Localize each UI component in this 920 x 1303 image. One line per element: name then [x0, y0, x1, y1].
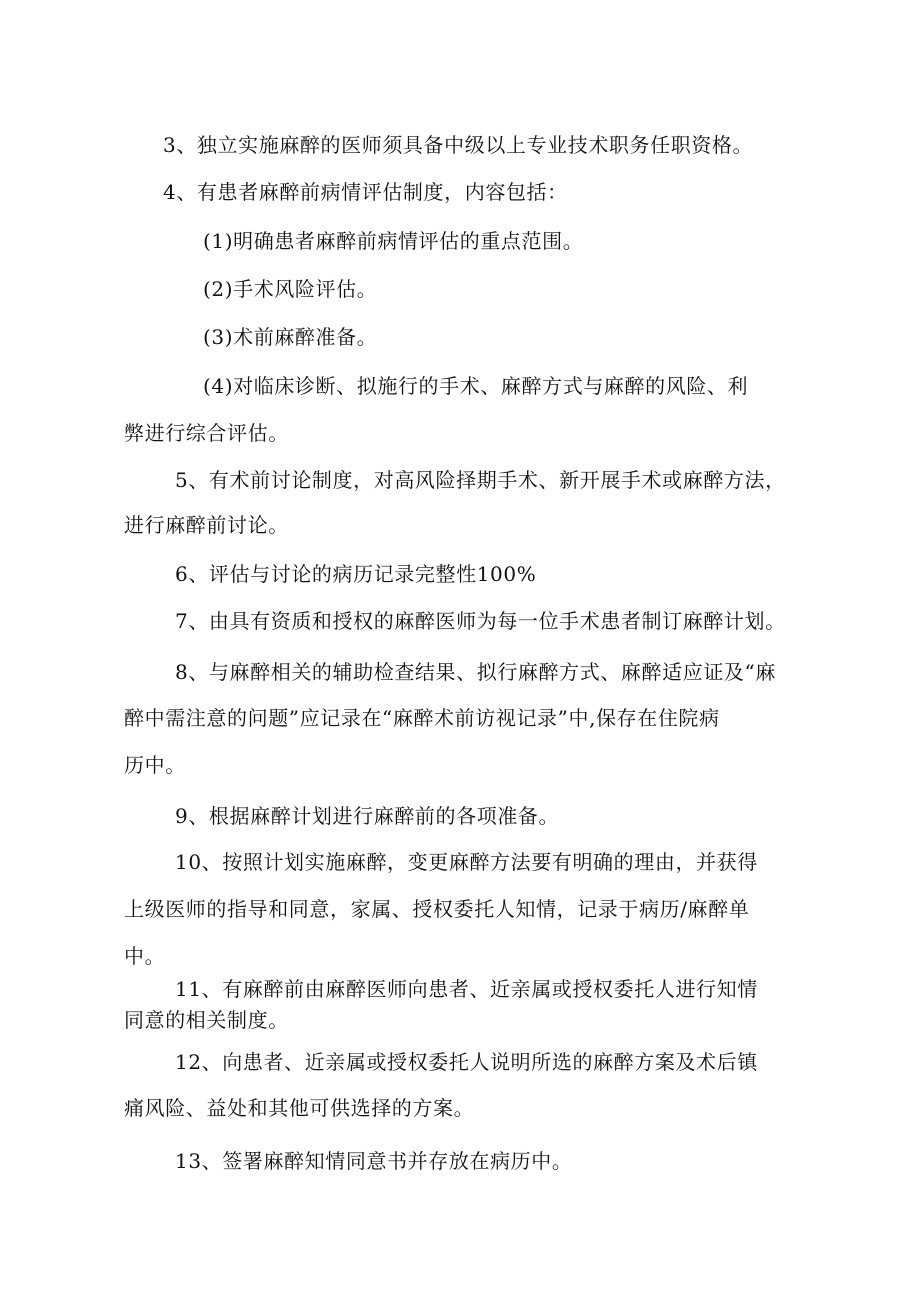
text-line: 5、有术前讨论制度，对高风险择期手术、新开展手术或麻醉方法，: [175, 468, 786, 492]
text-line: 13、签署麻醉知情同意书并存放在病历中。: [175, 1149, 573, 1173]
text-line: 10、按照计划实施麻醉，变更麻醉方法要有明确的理由，并获得: [175, 850, 758, 874]
text-line: 9、根据麻醉计划进行麻醉前的各项准备。: [175, 804, 560, 828]
text-line: 历中。: [124, 753, 186, 777]
text-line: 醉中需注意的问题”应记录在“麻醉术前访视记录”中,保存在住院病: [124, 706, 720, 730]
text-line: (4)对临床诊断、拟施行的手术、麻醉方式与麻醉的风险、利: [203, 374, 749, 398]
text-line: 8、与麻醉相关的辅助检查结果、拟行麻醉方式、麻醉适应证及“麻: [175, 660, 776, 684]
text-line: (2)手术风险评估。: [203, 277, 378, 301]
text-line: 4、有患者麻醉前病情评估制度，内容包括：: [163, 180, 568, 204]
text-line: 6、评估与讨论的病历记录完整性100%: [175, 562, 537, 586]
text-line: 弊进行综合评估。: [124, 421, 289, 445]
text-line: 3、独立实施麻醉的医师须具备中级以上专业技术职务任职资格。: [163, 133, 754, 157]
text-line: 上级医师的指导和同意，家属、授权委托人知情，记录于病历/麻醉单: [124, 897, 750, 921]
text-line: 12、向患者、近亲属或授权委托人说明所选的麻醉方案及术后镇: [175, 1050, 758, 1074]
text-line: 中。: [124, 944, 166, 968]
text-line: 痛风险、益处和其他可供选择的方案。: [124, 1096, 475, 1120]
text-line: (3)术前麻醉准备。: [203, 325, 378, 349]
text-line: 11、有麻醉前由麻醉医师向患者、近亲属或授权委托人进行知情: [175, 977, 758, 1001]
text-line: 进行麻醉前讨论。: [124, 513, 289, 537]
text-line: (1)明确患者麻醉前病情评估的重点范围。: [203, 229, 584, 253]
text-line: 同意的相关制度。: [124, 1008, 289, 1032]
text-line: 7、由具有资质和授权的麻醉医师为每一位手术患者制订麻醉计划。: [175, 609, 786, 633]
